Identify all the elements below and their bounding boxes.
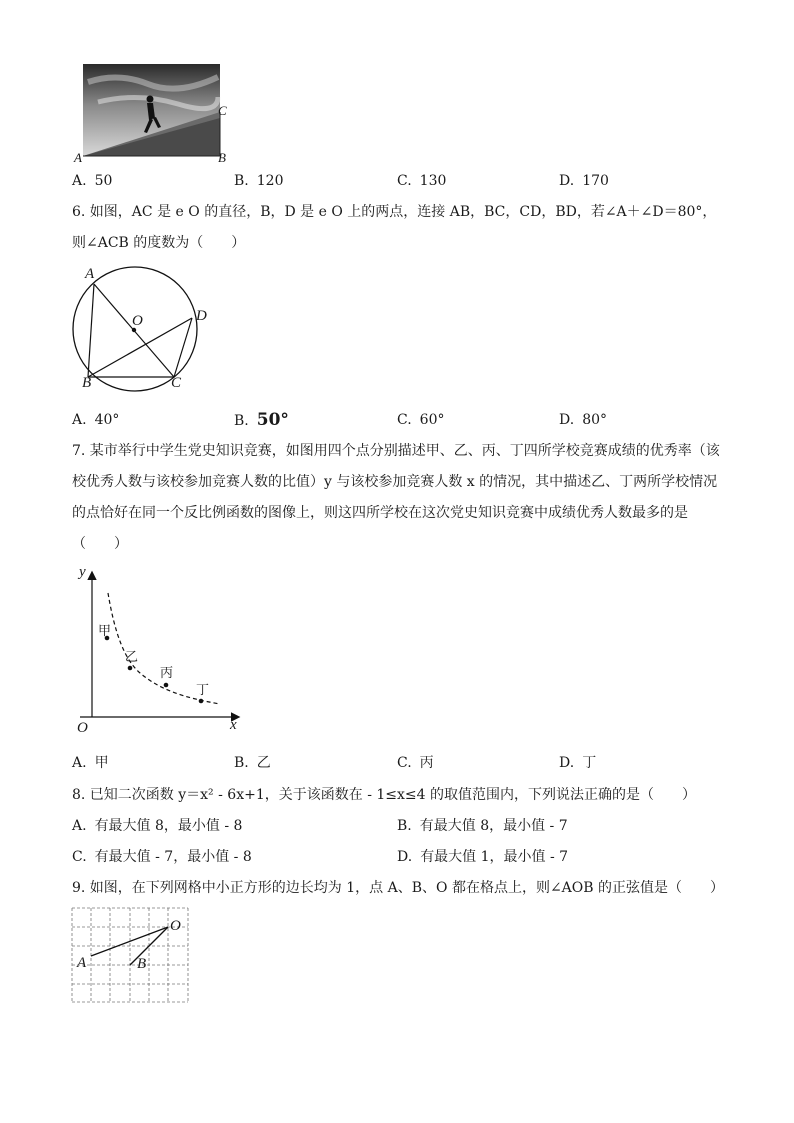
q6-option-c[interactable] — [397, 410, 445, 430]
option-key: D. — [559, 755, 575, 771]
option-key: B. — [234, 755, 249, 771]
q6-label-o: O — [132, 313, 143, 329]
option-key: D. — [559, 412, 575, 428]
q6-option-a[interactable] — [72, 410, 119, 430]
point-yi — [128, 666, 133, 671]
option-text: 有最大值 - 7，最小值 - 8 — [94, 849, 252, 865]
option-text: 甲 — [94, 755, 109, 771]
q6-stem-line1: 6. 如图，AC 是 e O 的直径，B，D 是 e O 上的两点，连接 AB，BC，CD，BD，若∠A＋∠D＝80°， — [72, 204, 717, 220]
option-text: 80° — [582, 412, 608, 428]
option-key: C. — [397, 412, 412, 428]
q7-label-o: O — [77, 720, 88, 736]
q5-option-b[interactable] — [234, 171, 283, 191]
option-text: 有最大值 8，最小值 - 7 — [419, 818, 568, 834]
option-text: 有最大值 8，最小值 - 8 — [94, 818, 243, 834]
q7-label-yi: 乙 — [125, 650, 139, 665]
point-bing — [164, 683, 169, 688]
q5-option-a[interactable] — [72, 171, 112, 191]
option-key: B. — [234, 173, 249, 189]
option-text: 丙 — [419, 755, 434, 771]
q5-label-b: B — [218, 150, 226, 165]
q7-graph — [70, 565, 245, 740]
q9-label-a: A — [77, 955, 87, 971]
option-text: 60° — [419, 412, 445, 428]
option-text: 130 — [419, 173, 447, 189]
option-text: 丁 — [582, 755, 597, 771]
q8-option-c[interactable] — [72, 847, 252, 867]
q5-option-c[interactable] — [397, 171, 446, 191]
option-key: A. — [72, 818, 87, 834]
option-key: C. — [72, 849, 87, 865]
q5-label-c: C — [218, 103, 227, 118]
option-key: A. — [72, 412, 87, 428]
q6-option-b[interactable] — [234, 410, 289, 431]
q7-label-y: y — [79, 564, 86, 580]
point-ding — [199, 699, 204, 704]
q5-photo — [78, 62, 228, 162]
q7-option-d[interactable] — [559, 753, 596, 773]
option-text: 50° — [256, 410, 289, 430]
q6-label-a: A — [85, 266, 95, 282]
option-text: 乙 — [256, 755, 271, 771]
q8-stem-line1: 8. 已知二次函数 y＝x² - 6x+1，关于该函数在 - 1≤x≤4 的取值范围内，下列说法正确的是（ ） — [72, 787, 696, 803]
q8-option-a[interactable] — [72, 816, 242, 836]
q6-option-d[interactable] — [559, 410, 607, 430]
q7-label-bing: 丙 — [160, 666, 174, 681]
option-key: D. — [397, 849, 413, 865]
q5-option-d[interactable] — [559, 171, 609, 191]
option-text: 有最大值 1，最小值 - 7 — [420, 849, 569, 865]
q5-slope-photo — [78, 62, 228, 162]
q6-label-d: D — [196, 308, 207, 324]
option-text: 40° — [94, 412, 120, 428]
q7-stem-line4: （ ） — [72, 536, 128, 552]
q7-label-x: x — [230, 717, 237, 733]
q7-option-a[interactable] — [72, 753, 109, 773]
option-text: 50 — [94, 173, 113, 189]
option-key: C. — [397, 173, 412, 189]
q5-label-a: A — [74, 150, 82, 165]
option-key: D. — [559, 173, 575, 189]
option-key: A. — [72, 755, 87, 771]
q7-label-ding: 丁 — [196, 683, 210, 698]
option-key: C. — [397, 755, 412, 771]
option-key: A. — [72, 173, 87, 189]
q7-option-b[interactable] — [234, 753, 271, 773]
q9-stem-line1: 9. 如图，在下列网格中小正方形的边长均为 1，点 A、B、O 都在格点上，则∠AOB 的正弦值是（ ） — [72, 880, 724, 896]
q8-option-b[interactable] — [397, 816, 568, 836]
q9-label-o: O — [170, 918, 181, 934]
q9-label-b: B — [137, 956, 147, 972]
q7-stem-line3: 的点恰好在同一个反比例函数的图像上，则这四所学校在这次党史知识竞赛中成绩优秀人数最多的是 — [72, 505, 688, 521]
q7-label-jia: 甲 — [98, 624, 112, 639]
q7-option-c[interactable] — [397, 753, 434, 773]
option-text: 170 — [582, 173, 609, 189]
q6-label-c: C — [171, 375, 182, 391]
q6-label-b: B — [82, 375, 92, 391]
q6-stem-line2: 则∠ACB 的度数为（ ） — [72, 235, 246, 251]
option-key: B. — [397, 818, 412, 834]
option-text: 120 — [256, 173, 284, 189]
option-key: B. — [234, 413, 249, 429]
q7-stem-line2: 校优秀人数与该校参加竞赛人数的比值）y 与该校参加竞赛人数 x 的情况，其中描述乙、丁两所学校情况 — [72, 474, 718, 490]
q8-option-d[interactable] — [397, 847, 568, 867]
segment-oa — [91, 927, 168, 956]
q7-stem-line1: 7. 某市举行中学生党史知识竞赛，如图用四个点分别描述甲、乙、丙、丁四所学校竞赛成绩的优秀率（该 — [72, 443, 720, 459]
